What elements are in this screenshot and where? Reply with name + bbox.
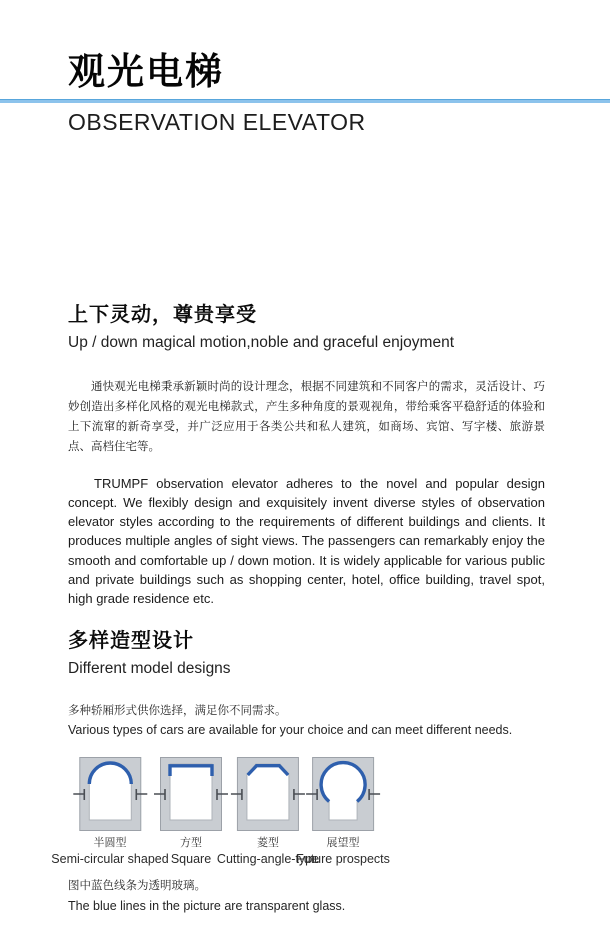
motion-heading-zh: 上下灵动，尊贵享受 bbox=[68, 304, 257, 326]
model-label-en: Square bbox=[170, 852, 212, 867]
page-title-en: OBSERVATION ELEVATOR bbox=[68, 109, 366, 135]
models-heading-en: Different model designs bbox=[68, 660, 231, 677]
motion-paragraph-zh: 通快观光电梯秉承新颖时尚的设计理念，根据不同建筑和不同客户的需求，灵活设计、巧妙创造出多样化风格的观光电梯款式，产生多种角度的景观视角，带给乘客平稳舒适的体验和上下流窜的新奇享受，并广泛应用于各类公共和私人建筑，如商场、宾馆、写字楼、旅游景点、高档住宅等。 bbox=[68, 381, 545, 454]
glass-note-zh: 图中蓝色线条为透明玻璃。 bbox=[68, 880, 206, 892]
model-label-en: Future prospects bbox=[296, 852, 390, 867]
cutting-angle-shape-diagram bbox=[230, 757, 306, 831]
section-model-designs bbox=[68, 629, 545, 740]
model-future-prospect bbox=[296, 757, 390, 867]
glass-note-en: The blue lines in the picture are transparent glass. bbox=[68, 899, 346, 914]
motion-heading-en: Up / down magical motion,noble and graceful enjoyment bbox=[68, 334, 455, 351]
models-intro-en: Various types of cars are available for your choice and can meet different needs. bbox=[68, 723, 513, 738]
model-caption bbox=[296, 837, 390, 867]
page-title-zh: 观光电梯 bbox=[68, 51, 224, 92]
model-label-zh: 展望型 bbox=[326, 837, 360, 849]
motion-paragraph-en: TRUMPF observation elevator adheres to the novel and popular design concept. We flexibly design and exquisitely invent diverse styles of observation elevator styles according to the requirements of different buildings and clients. It produces multiple angles of sight views. The passengers can remarkably enjoy the smooth and comfortable up / down motion. It is widely applicable for various public and private buildings such as shopping center, hotel, office building, travel spot, high grade residence etc. bbox=[68, 476, 545, 606]
models-intro-zh: 多种轿厢形式供你选择，满足你不同需求。 bbox=[68, 705, 287, 718]
model-semi-circular bbox=[51, 757, 168, 867]
model-label-en: Semi-circular shaped bbox=[51, 852, 169, 867]
model-caption bbox=[51, 837, 168, 867]
header-divider-rule bbox=[0, 99, 610, 103]
models-heading-zh: 多样造型设计 bbox=[68, 630, 194, 652]
model-label-zh: 半圆型 bbox=[93, 837, 127, 849]
semi-circular-shape-diagram bbox=[72, 757, 148, 831]
section-motion bbox=[68, 303, 545, 608]
future-prospect-shape-diagram bbox=[305, 757, 381, 831]
glass-note bbox=[68, 878, 545, 916]
model-label-zh: 菱型 bbox=[257, 837, 279, 849]
model-label-en: Cutting-angle-type bbox=[216, 852, 320, 867]
model-diagram-row bbox=[0, 757, 610, 869]
model-label-zh: 方型 bbox=[180, 837, 202, 849]
